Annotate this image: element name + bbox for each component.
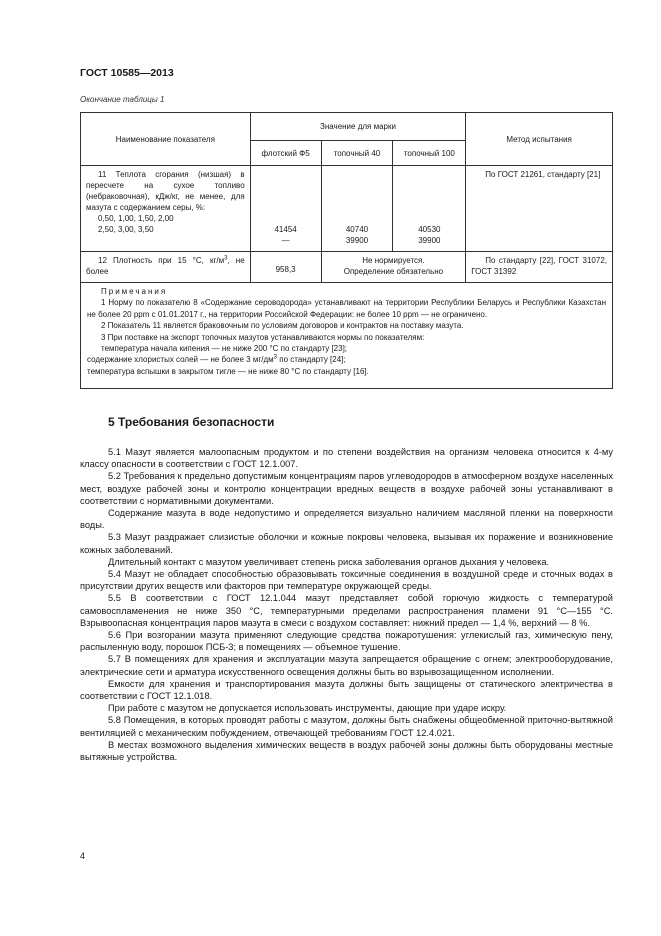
row11-t100: 40530 39900: [393, 166, 466, 252]
paragraph: 5.7 В помещениях для хранения и эксплуатации мазута запрещается обращение с огнем; электрооборудование, электрические сети и арматура искусственного освещения должны быть во взрывозащищенном исполнении.: [80, 654, 613, 677]
row11-name: 11 Теплота сгорания (низшая) в пересчете на сухое топливо (небраковочная), кДж/кг, не менее, для мазута с содержанием серы, %: 0,50, 1,00, 1,50, 2,00 2,50, 3,00, 3,50: [81, 166, 251, 252]
paragraph: Содержание мазута в воде недопустимо и определяется визуально наличием масляной пленки на поверхности воды.: [80, 508, 613, 531]
row11-t40: 40740 39900: [321, 166, 393, 252]
note-3c: температура вспышки в закрытом тигле — не ниже 80 °С по стандарту [16].: [87, 366, 369, 376]
header-param: Наименование показателя: [81, 113, 251, 166]
paragraph: 5.1 Мазут является малоопасным продуктом и по степени воздействия на организм человека относится к 4-му классу опасности в соответствии с ГОСТ 12.1.007.: [80, 447, 613, 470]
notes-title: Примечания: [101, 287, 168, 296]
note-3a: температура начала кипения — не ниже 200 °С по стандарту [23];: [101, 344, 348, 354]
section-body: [80, 446, 613, 763]
properties-table: [80, 112, 613, 389]
row12-merged: Не нормируется. Определение обязательно: [321, 252, 466, 283]
paragraph: 5.6 При возгорании мазута применяют следующие средства пожаротушения: углекислый газ, химическую пену, распыленную воду, порошок ПСБ-3; в помещениях — объемное тушение.: [80, 630, 613, 653]
table-caption: Окончание таблицы 1: [80, 95, 165, 104]
paragraph: 5.8 Помещения, в которых проводят работы с мазутом, должны быть снабжены общеобменной приточно-вытяжной вентиляцией с механическим побуждением, отвечающей требованиям ГОСТ 12.4.021.: [80, 715, 613, 738]
row12-name: 12 Плотность при 15 °С, $кг/м^3$, не более: [81, 252, 251, 283]
paragraph: 5.3 Мазут раздражает слизистые оболочки и кожные покровы человека, вызывая их поражение и возникновение кожных заболеваний.: [80, 532, 613, 555]
row12-f5: 958,3: [250, 252, 321, 283]
section-title: 5 Требования безопасности: [108, 415, 275, 429]
row11-method: По ГОСТ 21261, стандарту [21]: [466, 166, 613, 252]
header-method: Метод испытания: [466, 113, 613, 166]
document-header: ГОСТ 10585—2013: [80, 67, 174, 79]
paragraph: 5.5 В соответствии с ГОСТ 12.1.044 мазут представляет собой горючую жидкость с температурой самовоспламенения не ниже 350 °С, температурными пределами распространения пламени 91 °С—155 °С. Взрывоопасная концентрация паров мазута в смеси с воздухом составляет: нижний предел — 1,4 %, верхний — 8 %.: [80, 593, 613, 628]
row12-method: По стандарту [22], ГОСТ 31072, ГОСТ 31392: [466, 252, 613, 283]
table-row: [81, 252, 613, 283]
paragraph: Емкости для хранения и транспортирования мазута должны быть защищены от статического электричества в соответствии с ГОСТ 12.1.018.: [80, 678, 613, 702]
note-2: 2 Показатель 11 является браковочным по условиям договоров и контрактов на поставку мазута.: [101, 321, 464, 331]
header-value: Значение для марки: [250, 113, 466, 141]
paragraph: Длительный контакт с мазутом увеличивает степень риска заболевания органов дыхания у человека.: [108, 556, 550, 567]
row11-f5: 41454 —: [250, 166, 321, 252]
paragraph: В местах возможного выделения химических веществ в воздух рабочей зоны должны быть оборудованы местные вытяжные устройства.: [80, 739, 613, 763]
subheader-t40: топочный 40: [321, 141, 393, 166]
note-1: 1 Норму по показателю 8 «Содержание сероводорода» устанавливают на территории Республики Беларусь и Республики Казахстан не более 20 ppm с 01.01.2017 г., на территории Российской Федерации: не более 10 ppm — не ограничено.: [87, 298, 606, 319]
table-row: [81, 166, 613, 252]
note-3b: содержание хлористых солей — не более 3 $мг/дм^3$ по стандарту [24];: [87, 354, 346, 365]
subheader-f5: флотский Ф5: [250, 141, 321, 166]
note-3: 3 При поставке на экспорт топочных мазутов устанавливаются нормы по показателям:: [101, 332, 425, 342]
paragraph: 5.4 Мазут не обладает способностью образовывать токсичные соединения в воздушной среде и сточных водах в присутствии других веществ или факторов при температуре окружающей среды.: [80, 569, 613, 592]
paragraph: 5.2 Требования к предельно допустимым концентрациям паров углеводородов в атмосферном воздухе населенных мест, воздухе рабочей зоны и контролю концентрации вредных веществ в воздухе рабочей зоны устанавливают в соответствии с нормативными документами.: [80, 471, 613, 506]
subheader-t100: топочный 100: [393, 141, 466, 166]
page-number: 4: [80, 851, 86, 861]
paragraph: При работе с мазутом не допускается использовать инструменты, дающие при ударе искру.: [108, 703, 507, 714]
table-notes: [81, 283, 613, 389]
